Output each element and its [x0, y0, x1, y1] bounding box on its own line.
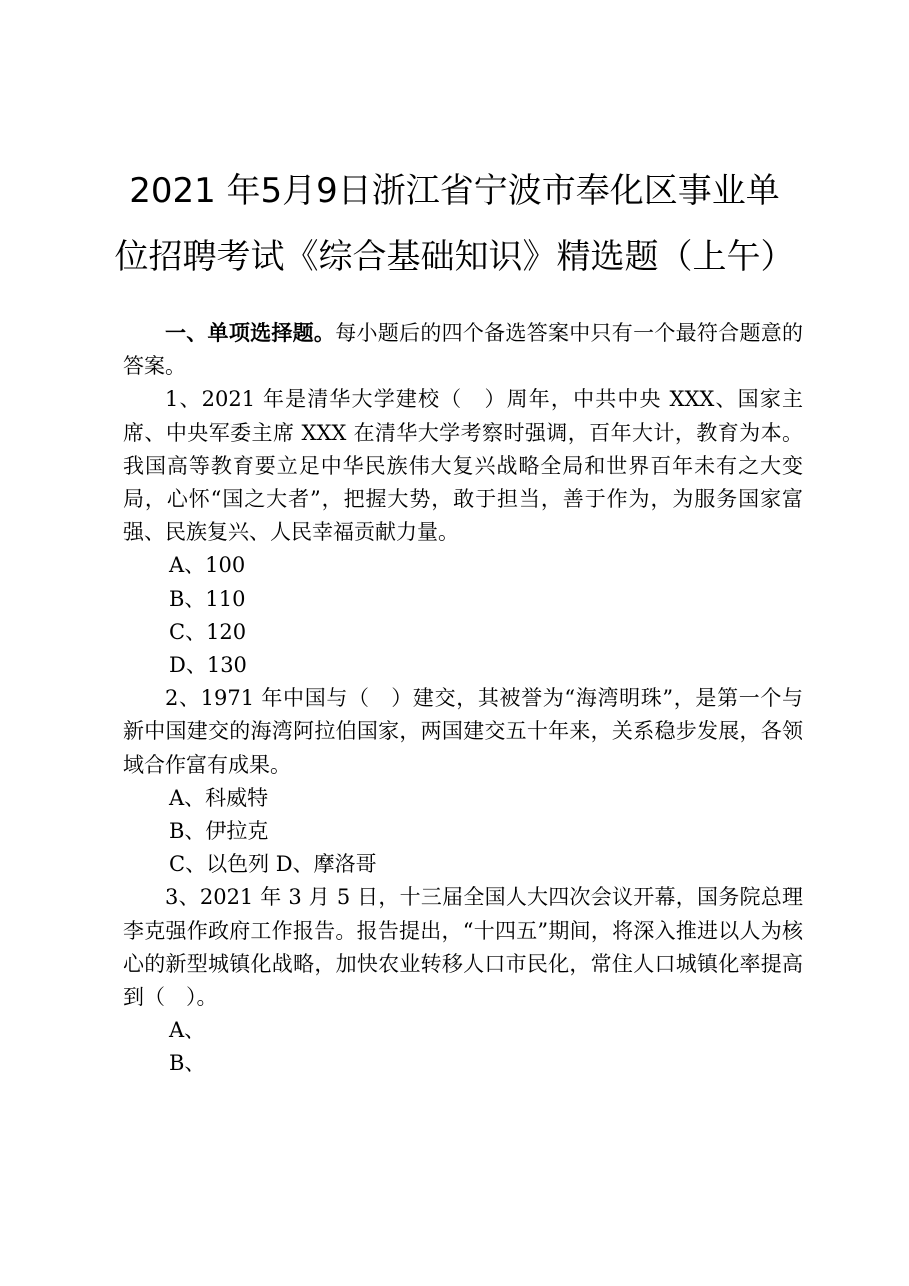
option-item: D、130: [169, 653, 247, 678]
document-body: [123, 316, 803, 1081]
document-title: [0, 158, 909, 290]
option-item: A、: [169, 1018, 206, 1043]
option-item: B、: [169, 1051, 206, 1076]
title-line-1: 2021 年5月9日浙江省宁波市奉化区事业单: [129, 171, 780, 211]
option-item: B、伊拉克: [169, 819, 269, 844]
option-item: A、科威特: [169, 785, 269, 810]
question-3: [123, 881, 803, 1080]
question-1: [123, 383, 803, 682]
question-stem: 3、2021 年 3 月 5 日，十三届全国人大四次会议开幕，国务院总理李克强作政府工作报告。报告提出，“十四五”期间，将深入推进以人为核心的新型城镇化战略，加快农业转移人口市民化，常住人口城镇化率提高到（ ）。: [123, 885, 803, 1010]
question-2: [123, 682, 803, 881]
section-heading: 一、单项选择题。: [165, 320, 336, 345]
option-item: C、以色列 D、摩洛哥: [169, 852, 377, 877]
option-item: C、120: [169, 619, 247, 644]
section-instruction: 每小题后的四个备选答案中只有一个最符合题意的答案。: [123, 321, 804, 379]
question-stem: 1、2021 年是清华大学建校（ ）周年，中共中央 XXX、国家主席、中央军委主席 XXX 在清华大学考察时强调，百年大计，教育为本。我国高等教育要立足中华民族伟大复兴战略全局和世界百年未有之大变局，心怀“国之大者”，把握大势，敢于担当，善于作为，为服务国家富强、民族复兴、人民幸福贡献力量。: [123, 387, 803, 545]
question-stem: 2、1971 年中国与（ ）建交，其被誉为“海湾明珠”，是第一个与新中国建交的海湾阿拉伯国家，两国建交五十年来，关系稳步发展，各领域合作富有成果。: [123, 686, 803, 777]
option-item: A、100: [169, 553, 246, 578]
option-item: B、110: [169, 586, 246, 611]
section-intro: [123, 316, 803, 383]
title-line-2: 位招聘考试《综合基础知识》精选题（上午）: [114, 237, 795, 277]
